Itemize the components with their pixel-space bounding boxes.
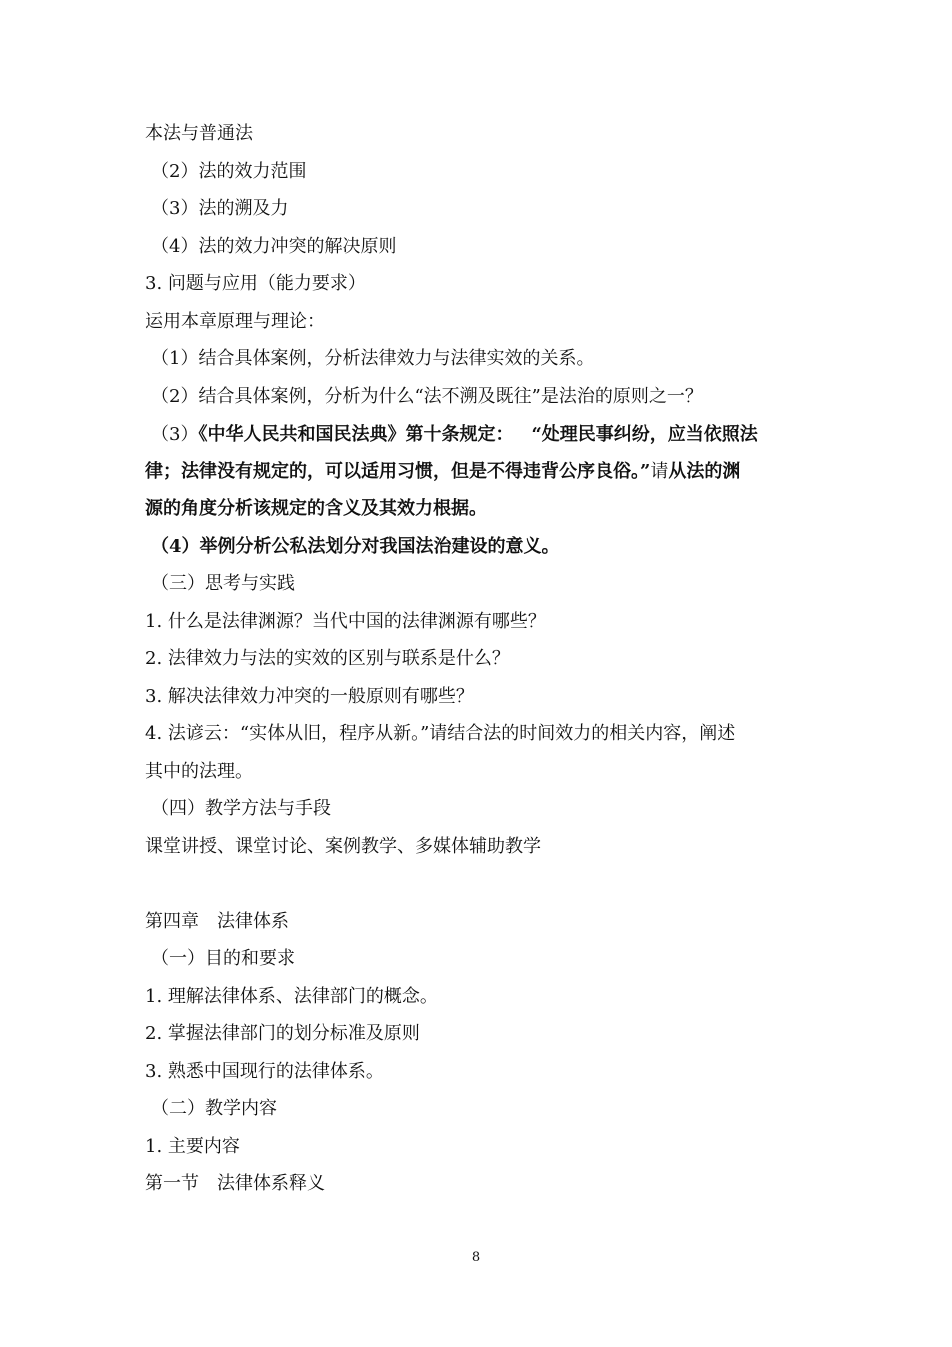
section-heading: （四）教学方法与手段 bbox=[151, 798, 331, 819]
text-run-bold: 《中华人民共和国民法典》第十条规定： bbox=[198, 424, 514, 445]
text-line: 1. 理解法律体系、法律部门的概念。 bbox=[145, 986, 438, 1007]
text-line bbox=[151, 423, 758, 447]
page-number: 8 bbox=[471, 1250, 481, 1265]
text-line: 1. 主要内容 bbox=[145, 1136, 240, 1157]
text-line: 2. 法律效力与法的实效的区别与联系是什么？ bbox=[145, 648, 510, 669]
text-line: 2. 掌握法律部门的划分标准及原则 bbox=[145, 1023, 420, 1044]
text-run: （3） bbox=[151, 424, 199, 445]
text-line: 课堂讲授、课堂讨论、案例教学、多媒体辅助教学 bbox=[145, 836, 541, 857]
text-line: （3）法的溯及力 bbox=[151, 198, 289, 219]
text-line: 4. 法谚云：“实体从旧，程序从新。”请结合法的时间效力的相关内容，阐述 bbox=[145, 723, 736, 744]
text-line: 3. 解决法律效力冲突的一般原则有哪些？ bbox=[145, 686, 474, 707]
text-line: 第一节 法律体系释义 bbox=[145, 1173, 325, 1194]
text-line: 1. 什么是法律渊源？当代中国的法律渊源有哪些？ bbox=[145, 611, 546, 632]
text-line: （2）结合具体案例，分析为什么“法不溯及既往”是法治的原则之一？ bbox=[151, 386, 703, 407]
text-line: （4）举例分析公私法划分对我国法治建设的意义。 bbox=[151, 536, 560, 557]
text-run-bold: “处理民事纠纷，应当依照法 bbox=[531, 424, 758, 445]
text-line: 运用本章原理与理论： bbox=[145, 311, 325, 332]
text-line: 其中的法理。 bbox=[145, 761, 253, 782]
text-line: 源的角度分析该规定的含义及其效力根据。 bbox=[145, 498, 487, 519]
text-line: （1）结合具体案例，分析法律效力与法律实效的关系。 bbox=[151, 348, 595, 369]
text-line: （2）法的效力范围 bbox=[151, 161, 307, 182]
text-run-bold: 从法的渊 bbox=[668, 461, 741, 482]
section-heading: （三）思考与实践 bbox=[151, 573, 295, 594]
text-run: 请 bbox=[650, 461, 669, 482]
section-heading: （一）目的和要求 bbox=[151, 948, 295, 969]
text-line: （4）法的效力冲突的解决原则 bbox=[151, 236, 397, 257]
text-run-bold: 律；法律没有规定的，可以适用习惯，但是不得违背公序良俗。” bbox=[145, 461, 651, 482]
section-heading: （二）教学内容 bbox=[151, 1098, 277, 1119]
text-line bbox=[145, 460, 740, 484]
text-line: 3. 问题与应用（能力要求） bbox=[145, 273, 366, 294]
text-line: 本法与普通法 bbox=[145, 123, 253, 144]
text-line: 3. 熟悉中国现行的法律体系。 bbox=[145, 1061, 384, 1082]
chapter-heading: 第四章 法律体系 bbox=[145, 911, 289, 932]
